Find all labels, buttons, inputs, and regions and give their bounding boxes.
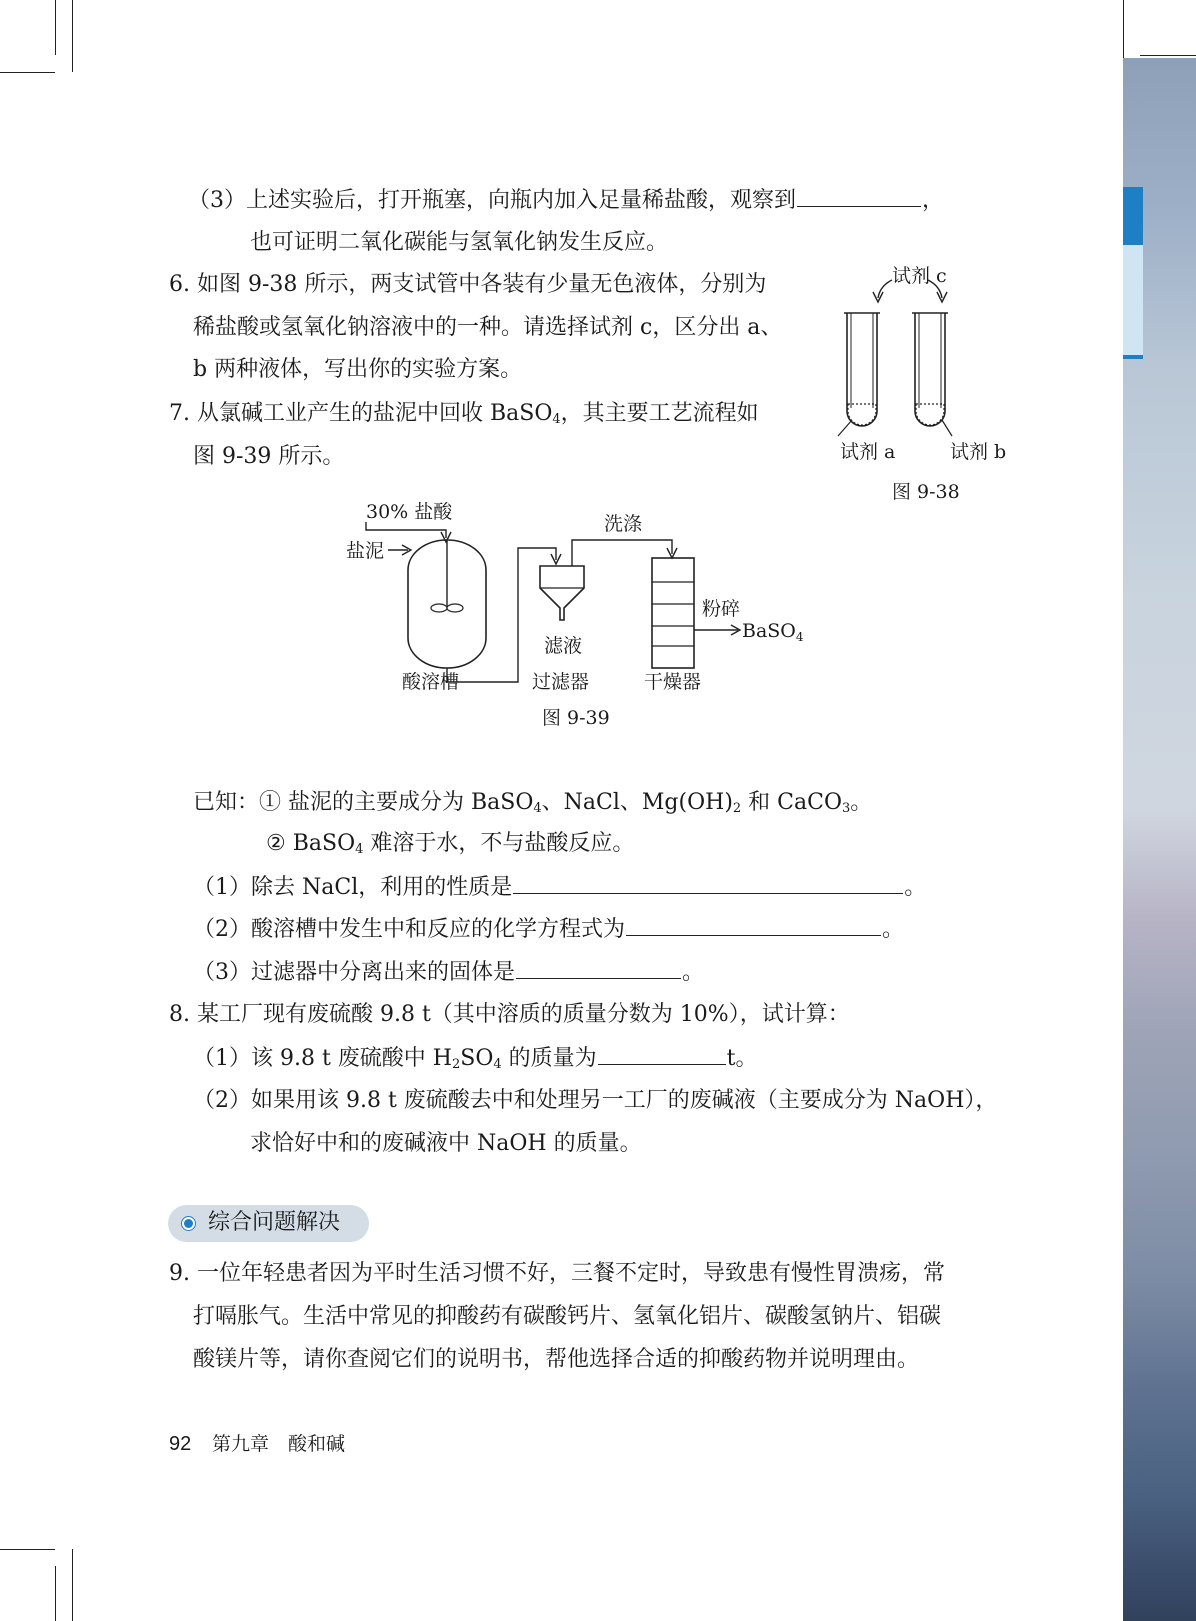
section-title: 综合问题解决: [208, 1210, 341, 1235]
q7-3-line: （3）过滤器中分离出来的固体是 。: [193, 956, 704, 989]
figure-9-38-caption: 图 9-38: [892, 481, 960, 503]
page-number: 92: [169, 1433, 192, 1455]
q8-2-line1: （2）如果用该 9.8 t 废硫酸去中和处理另一工厂的废碱液（主要成分为 NaOH），: [193, 1088, 998, 1113]
arrow-to-tube-a: [878, 280, 892, 298]
chapter-title: 第九章 酸和碱: [212, 1433, 346, 1455]
reagent-c-label: 试剂 c: [892, 265, 947, 287]
edge-tab: [1123, 355, 1143, 359]
q5-3-line2: 也可证明二氧化碳能与氢氧化钠发生反应。: [250, 230, 669, 255]
acid-feed-line: [366, 522, 446, 538]
acid-label: 30% 盐酸: [366, 501, 453, 523]
q5-3-line1: （3）上述实验后，打开瓶塞，向瓶内加入足量稀盐酸，观察到 ，: [188, 184, 944, 217]
q8-1-line: （1）该 9.8 t 废硫酸中 $H_2SO_4$ 的质量为 t。: [193, 1042, 758, 1075]
figure-9-39-caption: 图 9-39: [542, 707, 610, 729]
known-line2: ② BaSO$_4$ 难溶于水，不与盐酸反应。: [266, 831, 635, 857]
q6-line2: 稀盐酸或氢氧化钠溶液中的一种。请选择试剂 c，区分出 a、: [193, 315, 783, 340]
wash-line: [572, 540, 672, 566]
edge-tab: [1123, 245, 1143, 355]
section-header: [168, 1205, 369, 1242]
q7-line1: 7. 从氯碱工业产生的盐泥中回收 BaSO$_4$，其主要工艺流程如: [169, 401, 759, 427]
wash-label: 洗涤: [604, 513, 643, 535]
edge-tab: [1123, 187, 1143, 245]
q7-2-line: （2）酸溶槽中发生中和反应的化学方程式为 。: [193, 913, 904, 946]
q7-line2: 图 9-39 所示。: [193, 444, 345, 469]
crop-mark: [72, 1549, 73, 1621]
crop-mark: [1140, 55, 1196, 56]
crush-label: 粉碎: [702, 598, 741, 620]
crop-mark: [0, 1549, 55, 1550]
figure-9-39: [346, 500, 830, 755]
reagent-b-label: 试剂 b: [950, 441, 1007, 463]
crop-mark: [0, 72, 55, 73]
q9-line3: 酸镁片等，请你查阅它们的说明书，帮他选择合适的抑酸药物并说明理由。: [193, 1347, 920, 1372]
known-line1: 已知：① 盐泥的主要成分为 BaSO$_4$、NaCl、$Mg(OH)_2$ 和 CaCO$_3$。: [193, 790, 873, 816]
product-label: BaSO$_4$: [742, 620, 804, 644]
dryer-label: 干燥器: [644, 671, 702, 693]
q8-line: 8. 某工厂现有废硫酸 9.8 t（其中溶质的质量分数为 10%），试计算：: [169, 1002, 850, 1027]
crop-mark: [55, 1566, 56, 1621]
dryer: [652, 558, 694, 668]
tank-label: 酸溶槽: [402, 671, 460, 693]
filtrate-label: 滤液: [544, 635, 583, 657]
salt-mud-label: 盐泥: [346, 540, 385, 562]
q6-line3: b 两种液体，写出你的实验方案。: [193, 357, 523, 382]
reagent-a-label: 试剂 a: [840, 441, 896, 463]
q7-1-line: （1）除去 NaCl，利用的性质是 。: [193, 871, 926, 904]
q6-line1: 6. 如图 9-38 所示，两支试管中各装有少量无色液体，分别为: [169, 272, 767, 297]
q8-2-line2: 求恰好中和的废碱液中 NaOH 的质量。: [250, 1131, 642, 1156]
q9-line2: 打嗝胀气。生活中常见的抑酸药有碳酸钙片、氢氧化铝片、碳酸氢钠片、铝碳: [193, 1304, 942, 1329]
bullet-dot-icon: [182, 1217, 195, 1230]
crop-mark: [72, 0, 73, 72]
filter-label: 过滤器: [532, 671, 590, 693]
q9-line1: 9. 一位年轻患者因为平时生活习惯不好，三餐不定时，导致患有慢性胃溃疡，常: [169, 1261, 945, 1286]
crop-mark: [55, 0, 56, 55]
figure-9-38: [830, 258, 1010, 508]
filter-funnel: [540, 566, 584, 620]
